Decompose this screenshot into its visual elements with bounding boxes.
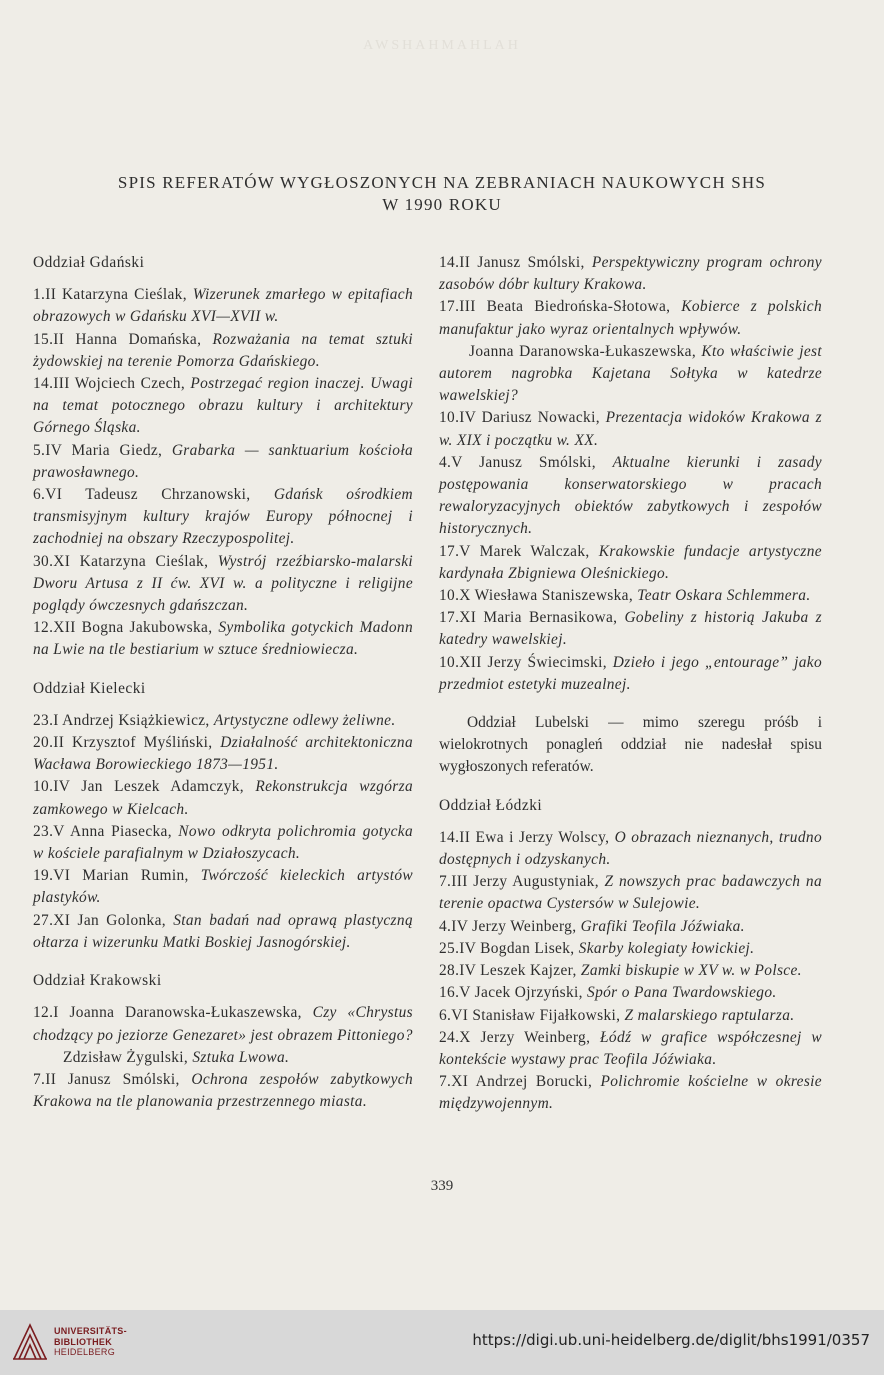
list-item <box>439 827 822 871</box>
lublin-note: Oddział Lubelski — mimo szeregu próśb i wielokrotnych ponagleń oddział nie nadesłał spisu wygłoszonych referatów. <box>439 714 822 776</box>
list-item <box>33 373 413 440</box>
list-item <box>439 541 822 585</box>
entry-author: Zdzisław Żygulski, <box>63 1048 193 1066</box>
entry-author: 27.XI Jan Golonka, <box>33 911 174 929</box>
entry-title: Twórczość kieleckich artystów plastyków. <box>33 867 413 907</box>
list-item <box>33 329 413 373</box>
list-item <box>33 551 413 618</box>
list-item <box>33 776 413 820</box>
entry-title: Gdańsk ośrodkiem transmisyjnym kultury krajów Europy północnej i zachodniej na obszary Rzeczypospolitej. <box>33 486 413 548</box>
title-line-2: W 1990 ROKU <box>382 195 502 214</box>
list-item <box>33 1002 413 1046</box>
list-item <box>33 484 413 551</box>
entry-author: 7.XI Andrzej Borucki, <box>439 1073 601 1091</box>
entry-author: 25.IV Bogdan Lisek, <box>439 939 579 957</box>
entry-title: Czy «Chrystus chodzący po jeziorze Genezaret» jest obrazem Pittoniego? <box>33 1004 413 1044</box>
entry-list-lodz <box>439 827 822 1116</box>
entry-author: 12.I Joanna Daranowska-Łukaszewska, <box>33 1004 313 1022</box>
entry-title: Polichromie kościelne w okresie międzywojennym. <box>439 1073 822 1113</box>
entry-author: 30.XI Katarzyna Cieślak, <box>33 552 218 570</box>
entry-title: Stan badań nad oprawą plastyczną ołtarza i wizerunku Matki Boskiej Jasnogórskiej. <box>33 911 413 951</box>
list-item <box>439 960 822 982</box>
entry-author: Joanna Daranowska-Łukaszewska, <box>469 342 702 360</box>
library-name-line-3: HEIDELBERG <box>54 1347 116 1357</box>
entry-title: Rozważania na temat sztuki żydowskiej na terenie Pomorza Gdańskiego. <box>33 330 413 370</box>
entry-author: 6.VI Tadeusz Chrzanowski, <box>33 486 274 504</box>
section-heading-kielce: Oddział Kielecki <box>33 679 146 697</box>
page-number: 339 <box>430 1178 454 1194</box>
entry-author: 1.II Katarzyna Cieślak, <box>33 286 193 304</box>
left-column <box>33 252 413 1113</box>
entry-author: 17.V Marek Walczak, <box>439 542 599 560</box>
list-item <box>439 871 822 915</box>
entry-title: Kobierce z polskich manufaktur jako wyraz orientalnych wpływów. <box>439 298 823 338</box>
entry-author: 4.IV Jerzy Weinberg, <box>439 917 581 935</box>
list-item <box>439 585 822 607</box>
entry-author: 14.II Janusz Smólski, <box>439 254 592 271</box>
entry-title: Spór o Pana Twardowskiego. <box>587 984 777 1002</box>
list-item <box>33 732 413 776</box>
list-item <box>33 910 413 954</box>
entry-author: 5.IV Maria Giedz, <box>33 441 172 459</box>
entry-title: Z malarskiego raptularza. <box>624 1006 795 1024</box>
entry-author: 14.II Ewa i Jerzy Wolscy, <box>439 828 615 846</box>
entry-title: Postrzegać region inaczej. Uwagi na temat potocznego obrazu kultury i architektury Górnego Śląska. <box>33 375 413 437</box>
section-heading-gdansk: Oddział Gdański <box>33 254 145 271</box>
library-name-line-1: UNIVERSITÄTS- <box>54 1326 127 1336</box>
entry-title: Sztuka Lwowa. <box>192 1048 290 1066</box>
entry-title: Nowo odkryta polichromia gotycka w kościele parafialnym w Działoszycach. <box>33 822 413 863</box>
entry-title: O obrazach nieznanych, trudno dostępnych i odzyskanych. <box>439 828 822 869</box>
entry-list-krakow-continued <box>439 252 822 696</box>
entry-author: 6.VI Stanisław Fijałkowski, <box>439 1006 625 1024</box>
entry-author: 4.V Janusz Smólski, <box>439 453 613 471</box>
page-title <box>40 172 844 216</box>
entry-author: 19.VI Marian Rumin, <box>33 867 201 885</box>
entry-author: 23.V Anna Piasecka, <box>33 822 179 840</box>
entry-author: 24.X Jerzy Weinberg, <box>439 1028 600 1046</box>
permalink-url[interactable]: https://digi.ub.uni-heidelberg.de/diglit/bhs1991/0357 <box>472 1331 870 1349</box>
entry-title: Prezentacja widoków Krakowa z w. XIX i początku w. XX. <box>439 409 822 449</box>
faded-header-text: AWSHAHMAHLAH <box>363 38 521 53</box>
entry-author: 10.IV Jan Leszek Adamczyk, <box>33 778 256 796</box>
list-item <box>439 1071 822 1115</box>
entry-author: 20.II Krzysztof Myśliński, <box>33 734 221 752</box>
entry-title: Grafiki Teofila Jóźwiaka. <box>580 917 745 935</box>
list-item <box>439 916 822 938</box>
entry-title: Z nowszych prac badawczych na terenie opactwa Cystersów w Sulejowie. <box>439 873 822 913</box>
entry-title: Krakowskie fundacje artystyczne kardynała Zbigniewa Oleśnickiego. <box>439 542 822 582</box>
list-item <box>33 1047 413 1069</box>
university-library-logo[interactable] <box>10 1321 50 1363</box>
entry-author: 16.V Jacek Ojrzyński, <box>439 984 588 1002</box>
entry-list-gdansk <box>33 284 413 661</box>
entry-author: 10.X Wiesława Staniszewska, <box>439 587 638 605</box>
list-item <box>33 865 413 909</box>
section-heading-krakow: Oddział Krakowski <box>33 972 162 990</box>
list-item <box>439 296 822 340</box>
entry-author: 15.II Hanna Domańska, <box>33 330 213 348</box>
list-item <box>33 617 413 661</box>
entry-author: 10.IV Dariusz Nowacki, <box>439 409 606 427</box>
entry-author: 7.III Jerzy Augustyniak, <box>439 873 605 891</box>
viewer-footer-bar <box>0 1310 884 1375</box>
list-item <box>33 440 413 484</box>
entry-title: Łódź w grafice współczesnej w kontekście wystawy prac Teofila Jóźwiaka. <box>439 1028 822 1068</box>
entry-title: Wystrój rzeźbiarsko-malarski Dworu Artusa z II ćw. XVI w. a polityczne i religijne poglądy ówczesnych gdańszczan. <box>33 552 414 615</box>
list-item <box>439 938 822 960</box>
entry-author: 23.I Andrzej Książkiewicz, <box>33 711 214 729</box>
entry-title: Zamki biskupie w XV w. w Polsce. <box>580 962 802 980</box>
right-column <box>439 252 822 1116</box>
list-item <box>439 1005 822 1027</box>
entry-title: Gobeliny z historią Jakuba z katedry wawelskiej. <box>439 609 823 649</box>
entry-author: 28.IV Leszek Kajzer, <box>439 962 581 980</box>
entry-list-kielce <box>33 710 413 954</box>
list-item <box>439 982 822 1004</box>
entry-author: 10.XII Jerzy Świecimski, <box>439 653 613 671</box>
entry-title: Skarby kolegiaty łowickiej. <box>578 939 755 957</box>
entry-title: Rekonstrukcja wzgórza zamkowego w Kielcach. <box>33 778 413 818</box>
list-item <box>33 821 413 865</box>
entry-author: 14.III Wojciech Czech, <box>33 375 191 393</box>
entry-author: 17.III Beata Biedrońska-Słotowa, <box>439 298 682 316</box>
list-item <box>439 452 822 541</box>
entry-title: Kto właściwie jest autorem nagrobka Kajetana Sołtyka w katedrze wawelskiej? <box>439 342 822 405</box>
list-item <box>439 652 822 696</box>
list-item <box>33 1069 413 1113</box>
list-item <box>33 284 413 328</box>
list-item <box>439 407 822 451</box>
title-line-1: SPIS REFERATÓW WYGŁOSZONYCH NA ZEBRANIACH NAUKOWYCH SHS <box>117 173 767 192</box>
list-item <box>439 607 822 651</box>
list-item <box>439 341 822 408</box>
entry-title: Działalność architektoniczna Wacława Borowieckiego 1873—1951. <box>33 734 413 774</box>
entry-title: Aktualne kierunki i zasady postępowania konserwatorskiego w pracach rewaloryzacyjnych obiektów zabytkowych i zespołów historycznych. <box>439 453 822 538</box>
entry-author: 17.XI Maria Bernasikowa, <box>439 609 625 627</box>
entry-title: Dzieło i jego „entourage” jako przedmiot estetyki muzealnej. <box>439 653 822 693</box>
library-name-line-2: BIBLIOTHEK <box>54 1336 112 1347</box>
list-item <box>439 1027 822 1071</box>
entry-list-krakow <box>33 1002 413 1113</box>
entry-author: 12.XII Bogna Jakubowska, <box>33 619 219 637</box>
entry-title: Wizerunek zmarłego w epitafiach obrazowych w Gdańsku XVI—XVII w. <box>33 286 413 326</box>
library-name <box>54 1326 127 1358</box>
entry-title: Symbolika gotyckich Madonn na Lwie na tle bestiarium w sztuce średniowiecza. <box>33 619 413 659</box>
entry-title: Teatr Oskara Schlemmera. <box>637 587 811 605</box>
section-heading-lodz: Oddział Łódzki <box>439 796 543 814</box>
entry-title: Perspektywiczny program ochrony zasobów dóbr kultury Krakowa. <box>439 254 822 294</box>
entry-title: Artystyczne odlewy żeliwne. <box>213 711 396 729</box>
list-item <box>33 710 413 732</box>
entry-title: Ochrona zespołów zabytkowych Krakowa na tle planowania przestrzennego miasta. <box>33 1070 414 1111</box>
entry-author: 7.II Janusz Smólski, <box>33 1070 192 1088</box>
list-item <box>439 252 822 296</box>
entry-title: Grabarka — sanktuarium kościoła prawosławnego. <box>33 441 413 481</box>
